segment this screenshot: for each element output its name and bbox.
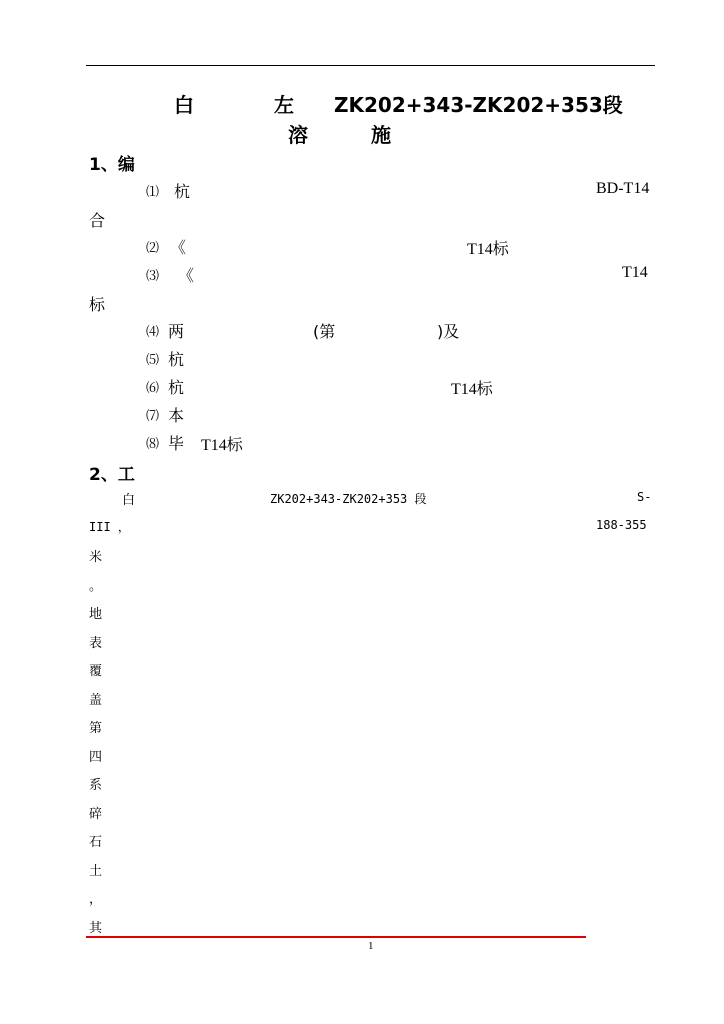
vertical-char: 系 [89,778,103,793]
item-8-mid: T14标 [201,437,243,454]
section2-line2-end: 188-355 [596,518,647,532]
item-6-mid: T14标 [451,381,493,398]
section2-line1-end: S- [637,490,652,504]
section2-line2-start: III ， [89,520,130,534]
item-8-number: ⑻ [146,437,160,452]
item-6-number: ⑹ [146,381,160,396]
vertical-char: 盖 [89,692,103,708]
title-char-3: 溶 [288,123,308,147]
title-char-2: 左 [274,93,294,117]
item-4-text: 两 [168,322,185,341]
item-3-continuation: 标 [89,295,106,314]
item-2-mid: T14标 [467,241,509,258]
vertical-char: 四 [89,749,103,765]
item-3-text: 《 [178,266,195,285]
item-7-text: 本 [168,406,185,425]
item-4-number: ⑷ [146,325,160,340]
title-char-1: 白 [174,93,194,117]
item-3-number: ⑶ [146,269,160,284]
title-chainage: ZK202+343-ZK202+353段 [334,93,623,117]
vertical-char: 表 [89,635,103,651]
item-1-text: 杭 [174,182,191,201]
item-6-text: 杭 [168,378,185,397]
vertical-char: 。 [89,578,103,594]
item-4-mid2: )及 [437,322,460,341]
vertical-char: 碎 [89,806,103,822]
vertical-char: 覆 [89,664,103,679]
item-3-right: T14 [622,264,648,281]
vertical-char: 石 [89,835,103,850]
item-2-text: 《 [170,238,187,257]
item-1-continuation: 合 [89,211,106,230]
vertical-char: 米 [89,550,103,565]
page-number: 1 [368,940,374,952]
item-1-right: BD-T14 [596,180,650,197]
section1-heading: 1、编 [89,155,135,175]
vertical-char: 第 [89,721,103,736]
vertical-char: 土 [89,863,103,879]
vertical-char: 其 [89,920,103,936]
item-1-number: ⑴ [146,185,160,200]
section2-chainage: ZK202+343-ZK202+353 段 [270,492,427,506]
header-rule [86,65,655,66]
vertical-char: 地 [89,607,103,622]
item-8-text: 毕 [168,434,185,453]
item-5-text: 杭 [168,350,185,369]
item-4-mid: (第 [313,322,336,341]
section2-line1-start: 白 [122,493,136,508]
section2-heading: 2、工 [89,465,135,485]
vertical-char: ， [89,892,103,907]
item-5-number: ⑸ [146,353,160,368]
item-7-number: ⑺ [146,409,160,424]
title-char-4: 施 [371,123,391,147]
footer-rule [86,936,586,938]
item-2-number: ⑵ [146,241,160,256]
